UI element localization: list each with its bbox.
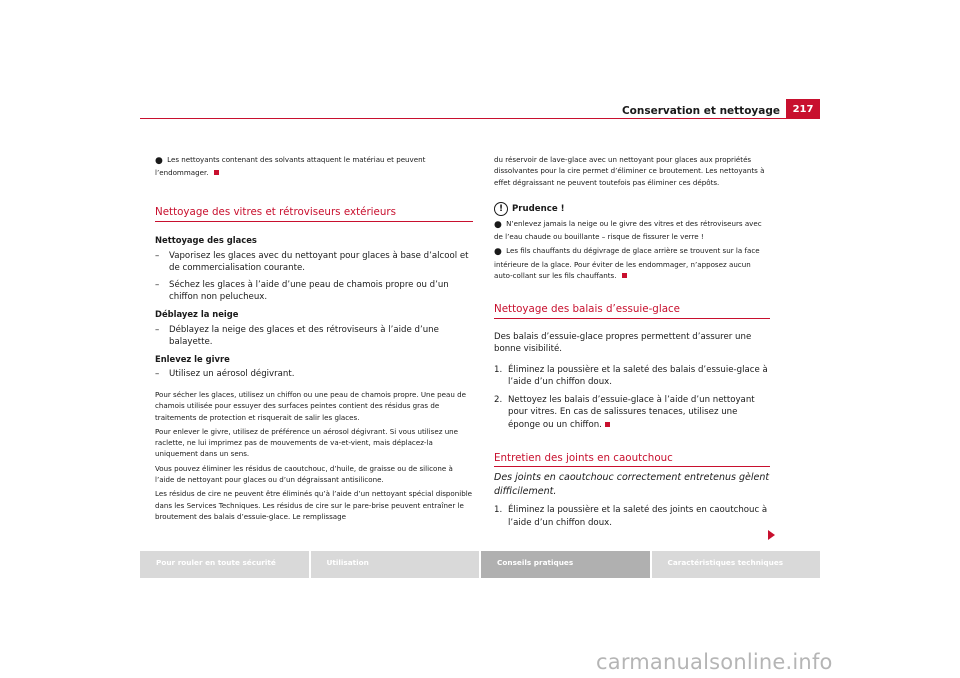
warning-header	[494, 202, 770, 216]
warning-bullet	[494, 218, 770, 242]
next-page-arrow-icon[interactable]	[768, 530, 775, 540]
page-number: 217	[786, 99, 820, 119]
warning-exclamation-icon: !	[494, 202, 508, 216]
warning-bullet-text: Les fils chauffants du dégivrage de glace arrière se trouvent sur la face intérieure de la glace. Pour éviter de les endommager, n’apposez aucun auto-collant sur les fils chauffants.	[494, 246, 760, 280]
warning-bullet	[494, 245, 770, 281]
footer-nav	[140, 551, 820, 578]
bullet-icon: ●	[155, 156, 163, 166]
end-of-section-square-icon	[605, 422, 610, 427]
section-title-seals: Entretien des joints en caoutchouc	[494, 452, 770, 468]
intro-bullet-text: Les nettoyants contenant des solvants attaquent le matériau et peuvent l’endommager.	[155, 155, 426, 178]
numbered-step: 2. Nettoyez les balais d’essuie-glace à l’aide d’un nettoyant pour vitres. En cas de salissures tenaces, utilisez une éponge ou un chiffon.	[494, 394, 770, 432]
step-text: Éliminez la poussière et la saleté des balais d’essuie-glace à l’aide d’un chiffon doux.	[508, 364, 768, 388]
header-divider	[140, 118, 820, 119]
subhead-frost: Enlevez le givre	[155, 353, 230, 364]
list-item-text: Utilisez un aérosol dégivrant.	[169, 369, 295, 380]
end-of-section-square-icon	[214, 170, 219, 175]
note-paragraph: Pour sécher les glaces, utilisez un chiffon ou une peau de chamois propre. Une peau de chamois utilisée pour essuyer des surfaces peintes contient des résidus gras de traitements de protection et risquerait de salir les glaces.	[155, 389, 467, 422]
section-intro-italic: Des joints en caoutchouc correctement entretenus gèlent difficilement.	[494, 472, 770, 497]
numbered-step: 1. Éliminez la poussière et la saleté des balais d’essuie-glace à l’aide d’un chiffon doux.	[494, 364, 770, 389]
subhead-cleaning-windows: Nettoyage des glaces	[155, 235, 257, 245]
numbered-step: 1. Éliminez la poussière et la saleté des joints en caoutchouc à l’aide d’un chiffon doux.	[494, 504, 770, 529]
step-text: Nettoyez les balais d’essuie-glace à l’aide d’un nettoyant pour vitres. En cas de salissures tenaces, utilisez une éponge ou un chiffon.	[508, 394, 755, 431]
running-header-title: Conservation et nettoyage	[621, 105, 780, 117]
notes-block	[155, 389, 473, 522]
right-column	[494, 154, 770, 529]
list-item-text: Vaporisez les glaces avec du nettoyant pour glaces à base d’alcool et de commercialisation courante.	[169, 250, 469, 274]
warning-title: Prudence !	[512, 203, 565, 214]
note-paragraph: Pour enlever le givre, utilisez de préférence un aérosol dégivrant. Si vous utilisez une raclette, ne lui imprimez pas de mouvements de va-et-vient, mais déplacez-la uniquement dans un sens.	[155, 426, 459, 459]
list-item: – Séchez les glaces à l’aide d’une peau de chamois propre ou d’un chiffon non pelucheux.	[155, 279, 473, 304]
section-title-wipers: Nettoyage des balais d’essuie-glace	[494, 303, 770, 319]
left-column	[155, 154, 473, 525]
footer-tab-technical-specs[interactable]: Caractéristiques techniques	[652, 551, 821, 578]
watermark: carmanualsonline.info	[596, 650, 833, 674]
list-item-text: Séchez les glaces à l’aide d’une peau de chamois propre ou d’un chiffon non pelucheux.	[169, 279, 449, 303]
subhead-snow: Déblayez la neige	[155, 308, 239, 319]
list-item: – Déblayez la neige des glaces et des rétroviseurs à l’aide d’une balayette.	[155, 324, 473, 349]
list-item-text: Déblayez la neige des glaces et des rétroviseurs à l’aide d’une balayette.	[169, 324, 439, 348]
bullet-icon: ●	[494, 219, 502, 230]
list-item: – Vaporisez les glaces avec du nettoyant pour glaces à base d’alcool et de commercialisation courante.	[155, 250, 473, 275]
bullet-icon: ●	[494, 247, 502, 258]
note-paragraph: Vous pouvez éliminer les résidus de caoutchouc, d’huile, de graisse ou de silicone à l’aide de nettoyant pour glaces ou d’un dégraissant antisilicone.	[155, 463, 453, 485]
footer-tab-practical-tips[interactable]: Conseils pratiques	[481, 551, 650, 578]
warning-bullet-text: N’enlevez jamais la neige ou le givre des vitres et des rétroviseurs avec de l’eau chaude ou bouillante – risque de fissurer le verre !	[494, 218, 762, 242]
note-paragraph: Les résidus de cire ne peuvent être éliminés qu’à l’aide d’un nettoyant spécial disponible dans les Services Techniques. Les résidus de cire sur le pare-brise peuvent entraîner le broutement des balais d’essuie-glace. Le remplissage	[155, 489, 473, 521]
intro-bullet	[155, 154, 473, 178]
section-title-windows: Nettoyage des vitres et rétroviseurs extérieurs	[155, 206, 473, 222]
end-of-section-square-icon	[622, 273, 627, 278]
footer-tab-safety[interactable]: Pour rouler en toute sécurité	[140, 551, 309, 578]
step-text: Éliminez la poussière et la saleté des joints en caoutchouc à l’aide d’un chiffon doux.	[508, 505, 768, 528]
list-item: – Utilisez un aérosol dégivrant.	[155, 369, 295, 380]
footer-tab-usage[interactable]: Utilisation	[311, 551, 480, 578]
continued-paragraph: du réservoir de lave-glace avec un nettoyant pour glaces aux propriétés dissolvantes pour la cire permet d’éliminer ce broutement. Les nettoyants à effet dégraissant ne peuvent toutefois pas éliminer ces dépôts.	[494, 155, 765, 187]
section-intro: Des balais d’essuie-glace propres permettent d’assurer une bonne visibilité.	[494, 331, 752, 355]
